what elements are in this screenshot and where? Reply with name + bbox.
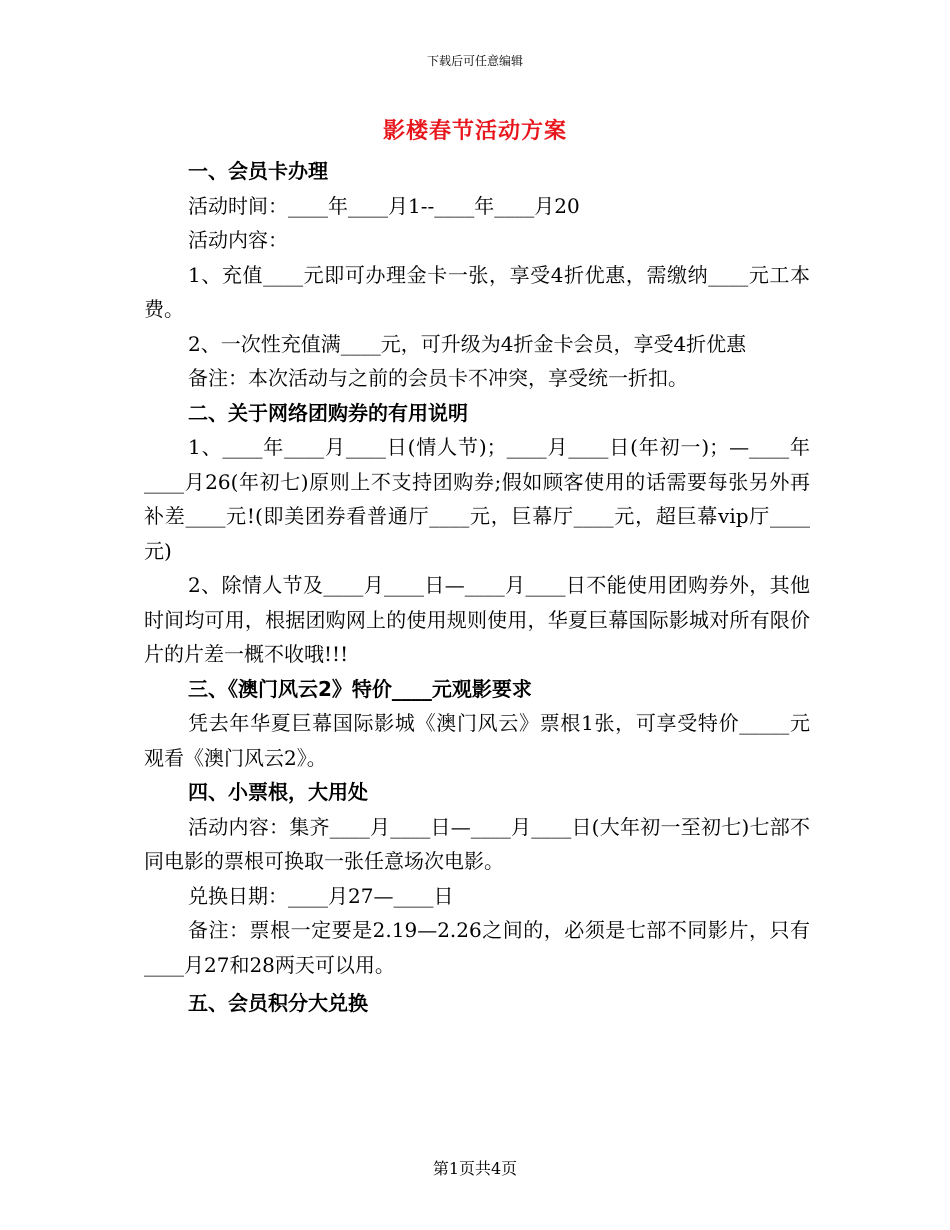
paragraph-upgrade: 2、一次性充值满____元，可升级为4折金卡会员，享受4折优惠 [188,331,747,356]
activity-time: 活动时间：____年____月1--____年____月20 [188,193,580,218]
paragraph-group-coupon-2: 2、除情人节及____月____日—____月____日不能使用团购券外，其他时间均可用，根据团购网上的使用规则使用，华夏巨幕国际影城对所有限价片的片差一概不收哦!!! [144,573,810,666]
section-heading-1: 一、会员卡办理 [188,159,328,183]
page-footer: 第1页共4页 [432,1159,518,1178]
paragraph-recharge-gold-card: 1、充值____元即可办理金卡一张，享受4折优惠，需缴纳____元工本费。 [144,262,810,321]
activity-content-label: 活动内容： [188,228,288,252]
paragraph-exchange-date: 兑换日期：____月27—____日 [188,883,454,908]
section-heading-2: 二、关于网络团购券的有用说明 [188,400,468,425]
page-header: 下载后可任意编辑 [426,54,523,68]
document-body [144,154,810,1021]
paragraph-special-price: 凭去年华夏巨幕国际影城《澳门风云》票根1张，可享受特价_____元观看《澳门风云2》。 [144,711,810,770]
section-heading-4: 四、小票根，大用处 [188,780,368,804]
section-heading-5: 五、会员积分大兑换 [188,991,368,1015]
section-heading-3: 三、《澳门风云2》特价____元观影要求 [188,676,532,701]
document-title: 影楼春节活动方案 [382,118,567,144]
paragraph-note-2: 备注：票根一定要是2.19—2.26之间的，必须是七部不同影片，只有____月27和28两天可以用。 [144,918,810,977]
paragraph-ticket-stubs: 活动内容：集齐____月____日—____月____日(大年初一至初七)七部不同电影的票根可换取一张任意场次电影。 [144,814,810,873]
paragraph-note-1: 备注：本次活动与之前的会员卡不冲突，享受统一折扣。 [188,366,688,390]
paragraph-group-coupon-1: 1、____年____月____日(情人节)；____月____日(年初一)；—____年____月26(年初七)原则上不支持团购券;假如顾客使用的话需要每张另外再补差____元!(即美团券看普通厅____元，巨幕厅____元，超巨幕vip厅____元) [144,435,810,563]
